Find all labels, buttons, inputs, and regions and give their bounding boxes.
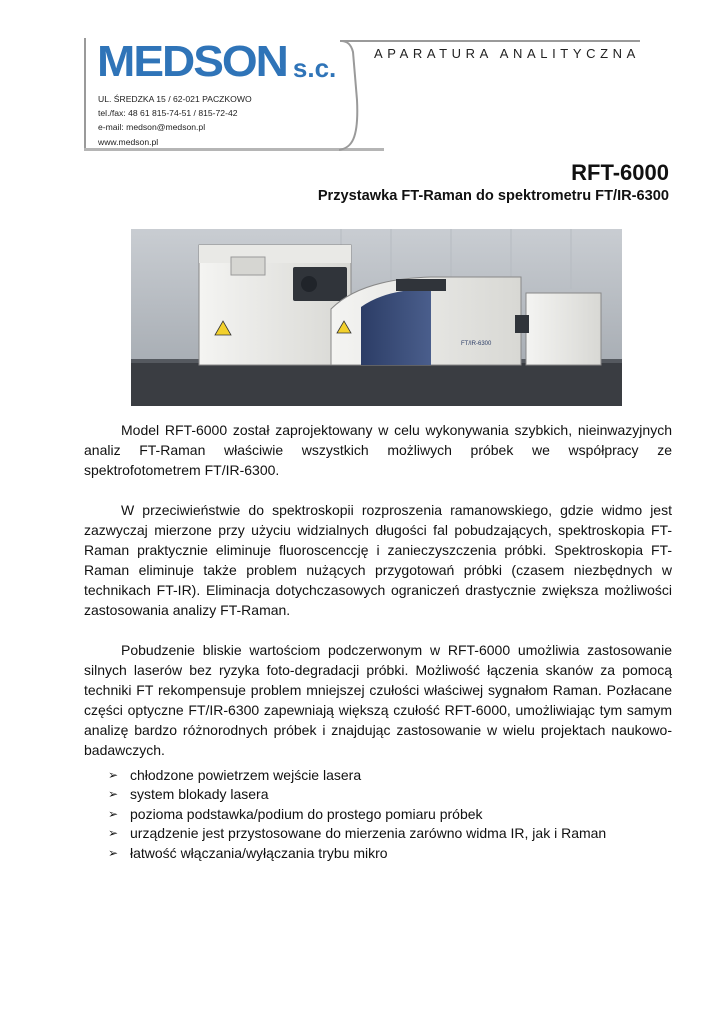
list-item: ➢ system blokady lasera	[108, 785, 606, 804]
list-item: ➢ urządzenie jest przystosowane do mierzenia zarówno widma IR, jak i Raman	[108, 824, 606, 843]
paragraph-excitation: Pobudzenie bliskie wartościom podczerwonym w RFT-6000 umożliwia zastosowanie silnych laserów bez ryzyka foto-degradacji próbki. Możliwość łączenia skanów za pomocą techniki FT rekompensuje problem mniejszej czułości właściwej sygnałom Raman. Pozłacane części optyczne FT/IR-6300 zapewniają większą czułość RFT-6000, umożliwiając tym samym analizę bardzo różnorodnych próbek i znajdując zastosowanie w wielu projektach naukowo-badawczych.	[84, 642, 672, 758]
paragraph-intro: Model RFT-6000 został zaprojektowany w celu wykonywania szybkich, nieinwazyjnych analiz FT-Raman właściwie wszystkich możliwych próbek we współpracy ze spektrofotometrem FT/IR-6300.	[84, 422, 672, 478]
frame-line-left	[84, 38, 86, 150]
paragraph-comparison: W przeciwieństwie do spektroskopii rozproszenia ramanowskiego, gdzie widmo jest zazwyczaj mierzone przy użyciu widzialnych długości fal pobudzających, spektroskopia FT-Raman praktycznie eliminuje fluoroscenccję i zanieczyszczenia próbki. Spektroskopia FT-Raman eliminuje także problem nużących przygotowań próbki (czasem niezbędnych w technikach FT-IR). Eliminacja dotychczasowych ograniczeń drastycznie zwiększa możliwości zastosowania analizy FT-Raman.	[84, 502, 672, 618]
list-item: ➢ chłodzone powietrzem wejście lasera	[108, 766, 606, 785]
frame-line-top	[340, 40, 640, 42]
body-text	[84, 420, 672, 780]
contact-phone: tel./fax: 48 61 815-74-51 / 815-72-42	[98, 108, 238, 119]
contact-website: www.medson.pl	[98, 136, 159, 147]
arrow-right-icon: ➢	[108, 787, 119, 802]
logo-suffix: s.c.	[292, 53, 337, 83]
page-title: RFT-6000	[571, 160, 669, 185]
instrument-illustration	[131, 229, 622, 406]
frame-curve	[339, 40, 379, 151]
list-item: ➢ łatwość włączania/wyłączania trybu mikro	[108, 844, 606, 863]
list-item: ➢ pozioma podstawka/podium do prostego pomiaru próbek	[108, 805, 606, 824]
logo-text: MEDSON	[97, 36, 287, 86]
company-logo	[97, 38, 336, 84]
arrow-right-icon: ➢	[108, 826, 119, 841]
arrow-right-icon: ➢	[108, 845, 119, 860]
arrow-right-icon: ➢	[108, 768, 119, 782]
feature-list	[108, 766, 606, 863]
panel-label: FT/IR-6300	[461, 341, 492, 347]
company-tagline: APARATURA ANALITYCZNA	[374, 46, 640, 61]
contact-address: UL. ŚREDZKA 15 / 62-021 PACZKOWO	[98, 94, 252, 104]
contact-email: e-mail: medson@medson.pl	[98, 122, 206, 133]
page-subtitle: Przystawka FT-Raman do spektrometru FT/IR-6300	[317, 188, 669, 204]
product-photo	[131, 229, 622, 406]
arrow-right-icon: ➢	[108, 806, 119, 821]
contact-block	[98, 92, 252, 149]
